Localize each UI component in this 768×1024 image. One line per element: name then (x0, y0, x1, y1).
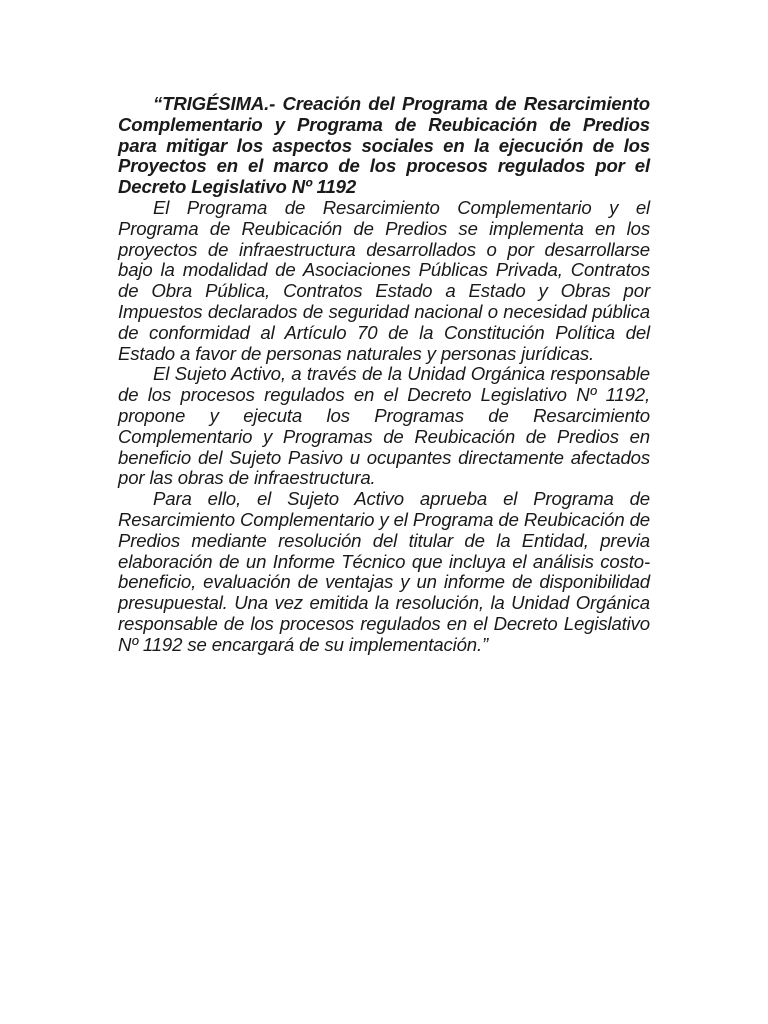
paragraph-1: El Programa de Resarcimiento Complementario y el Programa de Reubicación de Predios se implementa en los proyectos de infraestructura desarrollados o por desarrollarse bajo la modalidad de Asociaciones Públicas Privada, Contratos de Obra Pública, Contratos Estado a Estado y Obras por Impuestos declarados de seguridad nacional o necesidad pública de conformidad al Artículo 70 de la Constitución Política del Estado a favor de personas naturales y personas jurídicas. (118, 196, 650, 364)
provision-heading: “TRIGÉSIMA.- Creación del Programa de Resarcimiento Complementario y Programa de Reubicación de Predios para mitigar los aspectos sociales en la ejecución de los Proyectos en el marco de los procesos regulados por el Decreto Legislativo Nº 1192 (118, 93, 650, 198)
paragraph-2: El Sujeto Activo, a través de la Unidad Orgánica responsable de los procesos regulados en el Decreto Legislativo Nº 1192, propone y ejecuta los Programas de Resarcimiento Complementario y Programas de Reubicación de Predios en beneficio del Sujeto Pasivo u ocupantes directamente afectados por las obras de infraestructura. (118, 363, 650, 489)
document-body (118, 94, 650, 656)
paragraph-3: Para ello, el Sujeto Activo aprueba el Programa de Resarcimiento Complementario y el Programa de Reubicación de Predios mediante resolución del titular de la Entidad, previa elaboración de un Informe Técnico que incluya el análisis costo-beneficio, evaluación de ventajas y un informe de disponibilidad presupuestal. Una vez emitida la resolución, la Unidad Orgánica responsable de los procesos regulados en el Decreto Legislativo Nº 1192 se encargará de su implementación.” (118, 488, 650, 655)
